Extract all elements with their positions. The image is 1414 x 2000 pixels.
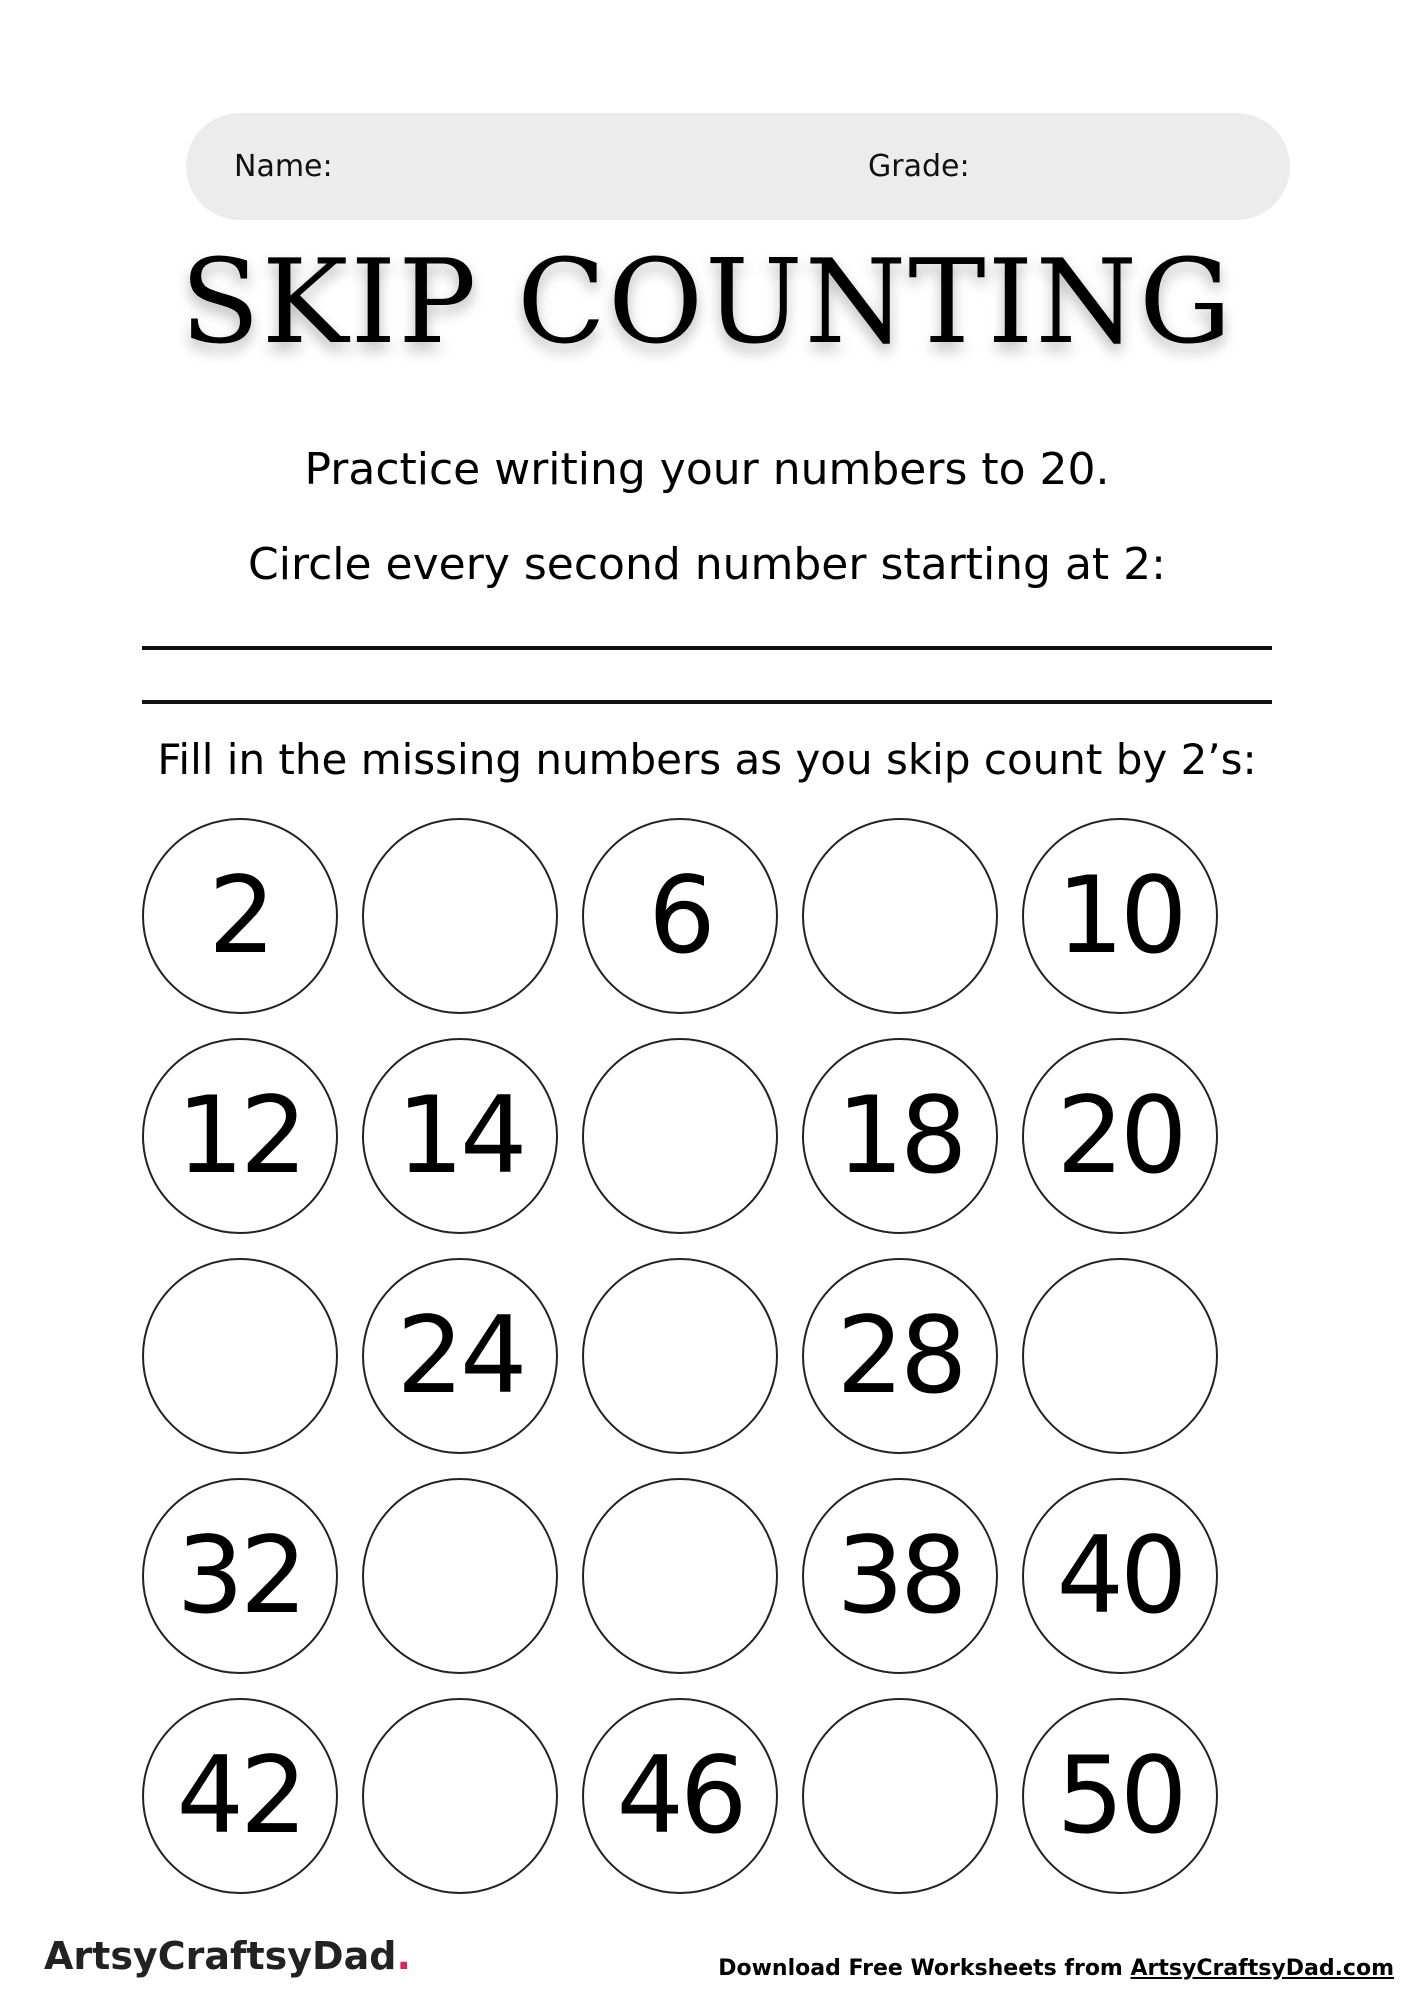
brand-text: ArtsyCraftsyDad [44, 1934, 397, 1978]
circle-number: 42 [176, 1734, 304, 1857]
number-circle [142, 1478, 338, 1674]
brand-dot: . [396, 1934, 411, 1978]
writing-line-1 [142, 646, 1272, 650]
number-circle [1022, 1478, 1218, 1674]
blank-number-circle[interactable] [582, 1038, 778, 1234]
blank-number-circle[interactable] [362, 1478, 558, 1674]
number-circle [1022, 1038, 1218, 1234]
practice-instruction: Practice writing your numbers to 20. [304, 444, 1110, 495]
circle-number: 6 [648, 854, 712, 977]
number-circle [362, 1038, 558, 1234]
number-circle [142, 818, 338, 1014]
circle-number: 38 [836, 1514, 964, 1637]
blank-number-circle[interactable] [802, 1698, 998, 1894]
circle-number: 24 [396, 1294, 524, 1417]
number-circle [1022, 1698, 1218, 1894]
circle-number: 12 [176, 1074, 304, 1197]
circle-number: 28 [836, 1294, 964, 1417]
grade-label: Grade: [868, 149, 970, 184]
blank-number-circle[interactable] [802, 818, 998, 1014]
name-label: Name: [234, 149, 333, 184]
blank-number-circle[interactable] [142, 1258, 338, 1454]
circle-instruction: Circle every second number starting at 2: [248, 539, 1166, 590]
circle-number: 18 [836, 1074, 964, 1197]
circle-number: 10 [1056, 854, 1184, 977]
blank-number-circle[interactable] [582, 1258, 778, 1454]
worksheet-title: SKIP COUNTING [180, 235, 1234, 370]
blank-number-circle[interactable] [362, 1698, 558, 1894]
number-circle [1022, 818, 1218, 1014]
circle-number: 50 [1056, 1734, 1184, 1857]
download-link[interactable]: ArtsyCraftsyDad.com [1130, 1956, 1394, 1981]
blank-number-circle[interactable] [1022, 1258, 1218, 1454]
number-circle [582, 818, 778, 1014]
student-info-bar [186, 113, 1290, 220]
download-prefix: Download Free Worksheets from [718, 1956, 1131, 1981]
circle-number: 40 [1056, 1514, 1184, 1637]
circle-number: 14 [396, 1074, 524, 1197]
brand-logo [44, 1933, 411, 1979]
writing-line-2 [142, 700, 1272, 704]
number-circle [802, 1478, 998, 1674]
download-footer [718, 1955, 1394, 1983]
number-circle [142, 1038, 338, 1234]
circle-number: 2 [208, 854, 272, 977]
fill-instruction: Fill in the missing numbers as you skip count by 2’s: [157, 735, 1257, 784]
circle-number: 20 [1056, 1074, 1184, 1197]
number-circle [362, 1258, 558, 1454]
circle-number: 46 [616, 1734, 744, 1857]
number-circle [802, 1038, 998, 1234]
blank-number-circle[interactable] [362, 818, 558, 1014]
number-circle [582, 1698, 778, 1894]
blank-number-circle[interactable] [582, 1478, 778, 1674]
number-circle [142, 1698, 338, 1894]
circle-number: 32 [176, 1514, 304, 1637]
number-circle [802, 1258, 998, 1454]
